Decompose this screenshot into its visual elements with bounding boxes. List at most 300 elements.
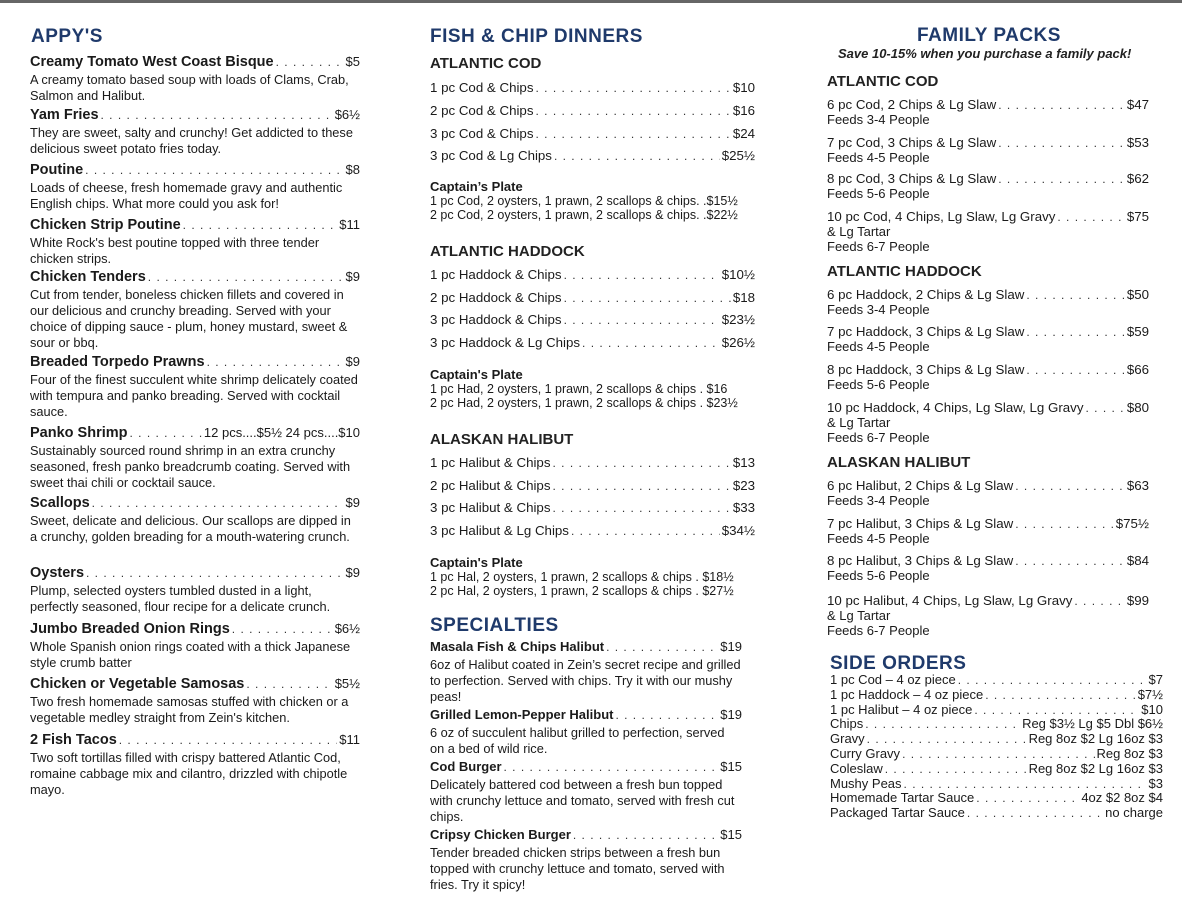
leader-dots	[535, 126, 730, 141]
dinner-row	[430, 312, 755, 327]
family-pack-row	[827, 516, 1149, 531]
family-title: FAMILY PACKS	[917, 25, 1061, 46]
leader-dots	[564, 290, 731, 305]
captains-plate-title: Captain's Plate	[430, 555, 523, 570]
item-name: Poutine	[30, 162, 84, 178]
item-name: 6 pc Halibut, 2 Chips & Lg Slaw	[827, 478, 1014, 493]
appy-description: Loads of cheese, fresh homemade gravy and authentic English chips. What more could you ask for!	[30, 180, 343, 211]
item-price: $9	[345, 495, 360, 510]
family-pack-item	[827, 97, 1149, 127]
item-name: 1 pc Haddock & Chips	[430, 267, 562, 282]
item-price: $19	[720, 707, 742, 722]
side-order-row	[830, 805, 1163, 821]
dinner-item	[430, 500, 755, 515]
captains-plate-title: Captain’s Plate	[430, 179, 523, 194]
specialties-title: SPECIALTIES	[430, 615, 559, 636]
side-order-row	[830, 702, 1163, 718]
dinner-section-heading: ALASKAN HALIBUT	[430, 431, 574, 448]
appy-description: Four of the finest succulent white shrimp delicately coated with tempura and panko breading. Served with cocktail sauce.	[30, 372, 358, 419]
specialty-description: Tender breaded chicken strips between a fresh bun topped with crunchy lettuce and tomato, served with fries. Try it spicy!	[430, 845, 725, 892]
item-name: 10 pc Cod, 4 Chips, Lg Slaw, Lg Gravy	[827, 209, 1056, 224]
item-price: $59	[1126, 324, 1149, 339]
side-order-row	[830, 731, 1163, 747]
leader-dots	[573, 826, 718, 844]
item-name: Mushy Peas	[830, 775, 902, 791]
family-pack-item	[827, 400, 1149, 445]
leader-dots	[1026, 362, 1124, 377]
appy-description: Whole Spanish onion rings coated with a thick Japanese style crumb batter	[30, 639, 351, 670]
appy-item	[30, 424, 360, 491]
item-price: $75½	[1115, 516, 1149, 531]
item-name: 8 pc Halibut, 3 Chips & Lg Slaw	[827, 553, 1014, 568]
item-price: $5	[345, 54, 360, 69]
dinners-title: FISH & CHIP DINNERS	[430, 26, 643, 47]
item-name: 7 pc Cod, 3 Chips & Lg Slaw	[827, 135, 997, 150]
appy-title-row	[30, 53, 360, 71]
captains-plate-line: 2 pc Cod, 2 oysters, 1 prawn, 2 scallops & chips. .$22½	[430, 208, 738, 222]
side-order-item	[830, 702, 1163, 718]
item-price: $62	[1126, 171, 1149, 186]
leader-dots	[183, 216, 338, 234]
item-name: 2 Fish Tacos	[30, 732, 117, 748]
leader-dots	[101, 106, 333, 124]
item-name: Coleslaw	[830, 760, 883, 776]
leader-dots	[85, 161, 343, 179]
side-order-row	[830, 746, 1163, 762]
item-price: $11	[339, 217, 360, 232]
appy-title-row	[30, 620, 360, 638]
item-name: Grilled Lemon-Pepper Halibut	[430, 707, 614, 722]
item-name: Cripsy Chicken Burger	[430, 827, 571, 842]
item-name: Scallops	[30, 495, 90, 511]
item-price: $23½	[721, 312, 755, 327]
family-pack-item	[827, 135, 1149, 165]
leader-dots	[998, 171, 1125, 186]
item-price: $33	[732, 500, 755, 515]
family-pack-feeds: Feeds 5-6 People	[827, 186, 930, 201]
specialty-item	[430, 826, 742, 893]
captains-plate-line: 1 pc Hal, 2 oysters, 1 prawn, 2 scallops & chips . $18½	[430, 570, 734, 584]
leader-dots	[504, 758, 719, 776]
item-name: 7 pc Halibut, 3 Chips & Lg Slaw	[827, 516, 1014, 531]
family-pack-item	[827, 209, 1149, 254]
side-order-item	[830, 776, 1163, 792]
family-section-heading: ALASKAN HALIBUT	[827, 454, 971, 471]
dinner-item	[430, 335, 755, 350]
family-pack-row	[827, 400, 1149, 415]
appy-item	[30, 675, 360, 726]
family-pack-extra: & Lg Tartar	[827, 224, 891, 239]
dinner-row	[430, 500, 755, 515]
item-price: $13	[732, 455, 755, 470]
captains-plate-line: 2 pc Hal, 2 oysters, 1 prawn, 2 scallops & chips . $27½	[430, 584, 734, 598]
item-name: Homemade Tartar Sauce	[830, 790, 975, 806]
item-name: 7 pc Haddock, 3 Chips & Lg Slaw	[827, 324, 1025, 339]
family-section-heading: ATLANTIC COD	[827, 73, 939, 90]
family-pack-item	[827, 478, 1149, 508]
dinner-item	[430, 290, 755, 305]
captains-plate-line: 1 pc Cod, 2 oysters, 1 prawn, 2 scallops & chips. .$15½	[430, 194, 738, 208]
item-price: $10	[1141, 701, 1163, 717]
item-price: 12 pcs....$5½ 24 pcs....$10	[203, 425, 360, 440]
side-order-item	[830, 731, 1163, 747]
leader-dots	[902, 746, 1094, 762]
item-name: 2 pc Cod & Chips	[430, 103, 534, 118]
captains-plate	[430, 367, 755, 410]
item-name: Yam Fries	[30, 107, 99, 123]
dinner-row	[430, 126, 755, 141]
item-name: Jumbo Breaded Onion Rings	[30, 621, 230, 637]
leader-dots	[552, 500, 730, 515]
side-order-item	[830, 672, 1163, 688]
family-pack-row	[827, 287, 1149, 302]
item-price: $75	[1126, 209, 1149, 224]
item-price: $26½	[721, 335, 755, 350]
appy-title-row	[30, 494, 360, 512]
leader-dots	[976, 790, 1079, 806]
dinner-item	[430, 103, 755, 118]
item-price: $9	[345, 354, 360, 369]
dinner-row	[430, 103, 755, 118]
leader-dots	[1085, 400, 1124, 415]
family-pack-row	[827, 478, 1149, 493]
item-name: 8 pc Cod, 3 Chips & Lg Slaw	[827, 171, 997, 186]
leader-dots	[564, 312, 720, 327]
item-name: 3 pc Haddock & Chips	[430, 312, 562, 327]
leader-dots	[1026, 287, 1124, 302]
family-pack-feeds: Feeds 3-4 People	[827, 112, 930, 127]
leader-dots	[86, 564, 344, 582]
family-pack-feeds: Feeds 4-5 People	[827, 531, 930, 546]
item-price: $10½	[721, 267, 755, 282]
dinner-section-heading: ATLANTIC HADDOCK	[430, 243, 585, 260]
item-price: $24	[732, 126, 755, 141]
captains-plate-line: 1 pc Had, 2 oysters, 1 prawn, 2 scallops & chips . $16	[430, 382, 728, 396]
leader-dots	[246, 675, 332, 693]
appy-title-row	[30, 675, 360, 693]
item-price: $11	[339, 732, 360, 747]
item-price: $16	[732, 103, 755, 118]
dinner-item	[430, 148, 755, 163]
item-name: Chicken Tenders	[30, 269, 146, 285]
item-name: Oysters	[30, 565, 85, 581]
appy-item	[30, 620, 360, 671]
item-price: $9	[345, 565, 360, 580]
item-price: Reg 8oz $2 Lg 16oz $3	[1028, 731, 1163, 747]
leader-dots	[998, 135, 1125, 150]
leader-dots	[967, 805, 1103, 821]
dinner-row	[430, 523, 755, 538]
leader-dots	[1074, 593, 1124, 608]
family-pack-feeds: Feeds 4-5 People	[827, 150, 930, 165]
appy-item	[30, 353, 360, 420]
appy-description: A creamy tomato based soup with loads of Clams, Crab, Salmon and Halibut.	[30, 72, 349, 103]
item-name: 6 pc Cod, 2 Chips & Lg Slaw	[827, 97, 997, 112]
family-pack-extra: & Lg Tartar	[827, 415, 891, 430]
family-tagline: Save 10-15% when you purchase a family pack!	[838, 46, 1132, 61]
leader-dots	[564, 267, 720, 282]
leader-dots	[92, 494, 344, 512]
specialty-title-row	[430, 826, 742, 844]
item-price: $23	[732, 478, 755, 493]
item-price: Reg 8oz $3	[1096, 746, 1163, 761]
family-pack-item	[827, 516, 1149, 546]
appys-title: APPY'S	[31, 26, 103, 47]
item-price: $53	[1126, 135, 1149, 150]
family-pack-item	[827, 171, 1149, 201]
item-price: $6½	[334, 107, 360, 122]
specialty-item	[430, 758, 742, 825]
family-pack-row	[827, 171, 1149, 186]
item-price: no charge	[1105, 805, 1163, 821]
dinner-item	[430, 80, 755, 95]
family-pack-row	[827, 209, 1149, 224]
appy-title-row	[30, 731, 360, 749]
dinner-item	[430, 126, 755, 141]
item-price: $7	[1148, 672, 1163, 687]
dinner-row	[430, 267, 755, 282]
side-order-item	[830, 687, 1163, 703]
leader-dots	[232, 620, 333, 638]
item-name: Masala Fish & Chips Halibut	[430, 639, 605, 654]
side-order-row	[830, 790, 1163, 806]
captains-plate	[430, 179, 755, 222]
specialty-description: Delicately battered cod between a fresh bun topped with crunchy lettuce and tomato, served with fresh cut chips.	[430, 777, 735, 824]
item-name: 1 pc Cod & Chips	[430, 80, 534, 95]
family-pack-item	[827, 593, 1149, 638]
leader-dots	[958, 672, 1147, 688]
item-price: $66	[1126, 362, 1149, 377]
item-price: $5½	[334, 676, 360, 691]
leader-dots	[207, 353, 344, 371]
item-name: 1 pc Haddock – 4 oz piece	[830, 686, 984, 702]
specialty-title-row	[430, 706, 742, 724]
family-pack-feeds: Feeds 6-7 People	[827, 430, 930, 445]
dinner-item	[430, 312, 755, 327]
dinner-row	[430, 455, 755, 470]
appy-description: Cut from tender, boneless chicken fillets and covered in our delicious and crunchy breading. Served with your choice of dipping sauce - plum, honey mustard, sweet & sour or bbq.	[30, 287, 348, 350]
appy-item	[30, 53, 360, 104]
leader-dots	[867, 731, 1027, 747]
appy-description: White Rock's best poutine topped with three tender chicken strips.	[30, 235, 320, 266]
item-price: $50	[1126, 287, 1149, 302]
captains-plate	[430, 555, 755, 598]
family-section-heading: ATLANTIC HADDOCK	[827, 263, 982, 280]
leader-dots	[1015, 553, 1125, 568]
family-pack-feeds: Feeds 5-6 People	[827, 568, 930, 583]
item-price: $18	[732, 290, 755, 305]
appy-item	[30, 494, 360, 545]
item-name: Packaged Tartar Sauce	[830, 805, 965, 821]
dinner-row	[430, 290, 755, 305]
appy-description: Sweet, delicate and delicious. Our scallops are dipped in a crunchy, golden breading for a mouth-watering crunch.	[30, 513, 351, 544]
family-pack-item	[827, 362, 1149, 392]
item-name: 1 pc Halibut & Chips	[430, 455, 551, 470]
dinner-row	[430, 148, 755, 163]
leader-dots	[535, 80, 730, 95]
leader-dots	[554, 148, 720, 163]
item-price: $15	[720, 759, 742, 774]
item-price: $15	[720, 827, 742, 842]
dinner-row	[430, 478, 755, 493]
leader-dots	[974, 702, 1139, 718]
appy-item	[30, 106, 360, 157]
item-name: 3 pc Halibut & Chips	[430, 500, 551, 515]
appy-title-row	[30, 353, 360, 371]
item-price: $80	[1126, 400, 1149, 415]
leader-dots	[552, 478, 730, 493]
appy-item	[30, 216, 360, 267]
item-price: $63	[1126, 478, 1149, 493]
dinner-item	[430, 267, 755, 282]
item-name: 10 pc Haddock, 4 Chips, Lg Slaw, Lg Gravy	[827, 400, 1084, 415]
item-name: 3 pc Cod & Chips	[430, 126, 534, 141]
appy-title-row	[30, 424, 360, 442]
item-name: 1 pc Halibut – 4 oz piece	[830, 701, 973, 717]
side-order-row	[830, 687, 1163, 703]
item-name: 3 pc Halibut & Lg Chips	[430, 523, 569, 538]
item-name: 3 pc Cod & Lg Chips	[430, 148, 552, 163]
specialty-item	[430, 638, 742, 705]
side-order-row	[830, 672, 1163, 688]
side-order-item	[830, 790, 1163, 806]
dinner-item	[430, 455, 755, 470]
item-name: Creamy Tomato West Coast Bisque	[30, 54, 274, 70]
item-name: 2 pc Haddock & Chips	[430, 290, 562, 305]
leader-dots	[582, 335, 720, 350]
appy-title-row	[30, 106, 360, 124]
appy-item	[30, 161, 360, 212]
family-pack-row	[827, 593, 1149, 608]
family-pack-extra: & Lg Tartar	[827, 608, 891, 623]
item-name: Cod Burger	[430, 759, 502, 774]
leader-dots	[571, 523, 720, 538]
item-price: Reg 8oz $2 Lg 16oz $3	[1028, 760, 1163, 776]
item-price: $34½	[721, 523, 755, 538]
leader-dots	[985, 687, 1135, 703]
appy-item	[30, 564, 360, 615]
side-order-row	[830, 716, 1163, 732]
specialty-title-row	[430, 758, 742, 776]
captains-plate-title: Captain's Plate	[430, 367, 523, 382]
leader-dots	[865, 716, 1020, 732]
appy-item	[30, 731, 360, 798]
family-pack-feeds: Feeds 3-4 People	[827, 302, 930, 317]
side-order-item	[830, 716, 1163, 732]
item-price: $25½	[721, 148, 755, 163]
leader-dots	[1015, 516, 1113, 531]
item-price: Reg $3½ Lg $5 Dbl $6½	[1022, 716, 1163, 732]
item-price: $8	[345, 162, 360, 177]
side-order-row	[830, 776, 1163, 792]
top-border	[0, 0, 1182, 3]
item-name: 10 pc Halibut, 4 Chips, Lg Slaw, Lg Gravy	[827, 593, 1073, 608]
leader-dots	[552, 455, 730, 470]
leader-dots	[130, 424, 202, 442]
leader-dots	[998, 97, 1125, 112]
leader-dots	[606, 638, 718, 656]
item-price: $19	[720, 639, 742, 654]
leader-dots	[148, 268, 344, 286]
family-pack-row	[827, 362, 1149, 377]
family-pack-feeds: Feeds 5-6 People	[827, 377, 930, 392]
dinner-section-heading: ATLANTIC COD	[430, 55, 542, 72]
family-pack-feeds: Feeds 3-4 People	[827, 493, 930, 508]
item-name: Gravy	[830, 731, 865, 747]
side-order-item	[830, 746, 1163, 762]
item-name: 6 pc Haddock, 2 Chips & Lg Slaw	[827, 287, 1025, 302]
family-pack-item	[827, 287, 1149, 317]
dinner-row	[430, 335, 755, 350]
specialty-description: 6 oz of succulent halibut grilled to perfection, served on a bed of wild rice.	[430, 725, 725, 756]
item-name: Chicken or Vegetable Samosas	[30, 676, 245, 692]
family-pack-feeds: Feeds 4-5 People	[827, 339, 930, 354]
captains-plate-line: 2 pc Had, 2 oysters, 1 prawn, 2 scallops & chips . $23½	[430, 396, 738, 410]
dinner-row	[430, 80, 755, 95]
appy-description: Two soft tortillas filled with crispy battered Atlantic Cod, romaine cabbage mix and cilantro, drizzled with chipotle mayo.	[30, 750, 348, 797]
leader-dots	[885, 761, 1027, 777]
item-price: $10	[732, 80, 755, 95]
family-pack-row	[827, 97, 1149, 112]
leader-dots	[615, 706, 718, 724]
appy-description: Two fresh homemade samosas stuffed with chicken or a vegetable medley straight from Zein's kitchen.	[30, 694, 349, 725]
family-pack-item	[827, 324, 1149, 354]
family-pack-item	[827, 553, 1149, 583]
item-name: 3 pc Haddock & Lg Chips	[430, 335, 581, 350]
side-order-row	[830, 761, 1163, 777]
leader-dots	[276, 53, 344, 71]
item-price: $47	[1126, 97, 1149, 112]
item-name: Chicken Strip Poutine	[30, 217, 181, 233]
specialty-description: 6oz of Halibut coated in Zein’s secret recipe and grilled to perfection. Served with chips. Try it with our mushy peas!	[430, 657, 741, 704]
family-pack-row	[827, 324, 1149, 339]
leader-dots	[535, 103, 730, 118]
appy-description: They are sweet, salty and crunchy! Get addicted to these delicious sweet potato fries today.	[30, 125, 353, 156]
item-price: $84	[1126, 553, 1149, 568]
appy-title-row	[30, 564, 360, 582]
appy-title-row	[30, 161, 360, 179]
item-name: Curry Gravy	[830, 746, 901, 761]
item-name: Panko Shrimp	[30, 425, 128, 441]
item-price: $7½	[1137, 686, 1163, 702]
appy-title-row	[30, 268, 360, 286]
item-name: Breaded Torpedo Prawns	[30, 354, 205, 370]
leader-dots	[1015, 478, 1125, 493]
appy-title-row	[30, 216, 360, 234]
leader-dots	[904, 776, 1147, 792]
family-pack-row	[827, 135, 1149, 150]
specialty-title-row	[430, 638, 742, 656]
item-price: $6½	[334, 621, 360, 636]
leader-dots	[1057, 209, 1124, 224]
sides-title: SIDE ORDERS	[830, 653, 967, 674]
item-price: 4oz $2 8oz $4	[1081, 790, 1163, 806]
item-name: 8 pc Haddock, 3 Chips & Lg Slaw	[827, 362, 1025, 377]
side-order-item	[830, 805, 1163, 821]
item-price: $3	[1148, 775, 1163, 791]
item-name: 2 pc Halibut & Chips	[430, 478, 551, 493]
dinner-item	[430, 478, 755, 493]
leader-dots	[119, 731, 338, 749]
leader-dots	[1026, 324, 1124, 339]
item-price: $9	[345, 269, 360, 284]
appy-description: Sustainably sourced round shrimp in an extra crunchy seasoned, fresh panko breadcrumb coating. Served with sweet thai chili or cocktail sauce.	[30, 443, 351, 490]
item-price: $99	[1126, 593, 1149, 608]
appy-item	[30, 268, 360, 351]
specialty-item	[430, 706, 742, 757]
family-pack-feeds: Feeds 6-7 People	[827, 239, 930, 254]
item-name: Chips	[830, 716, 864, 732]
